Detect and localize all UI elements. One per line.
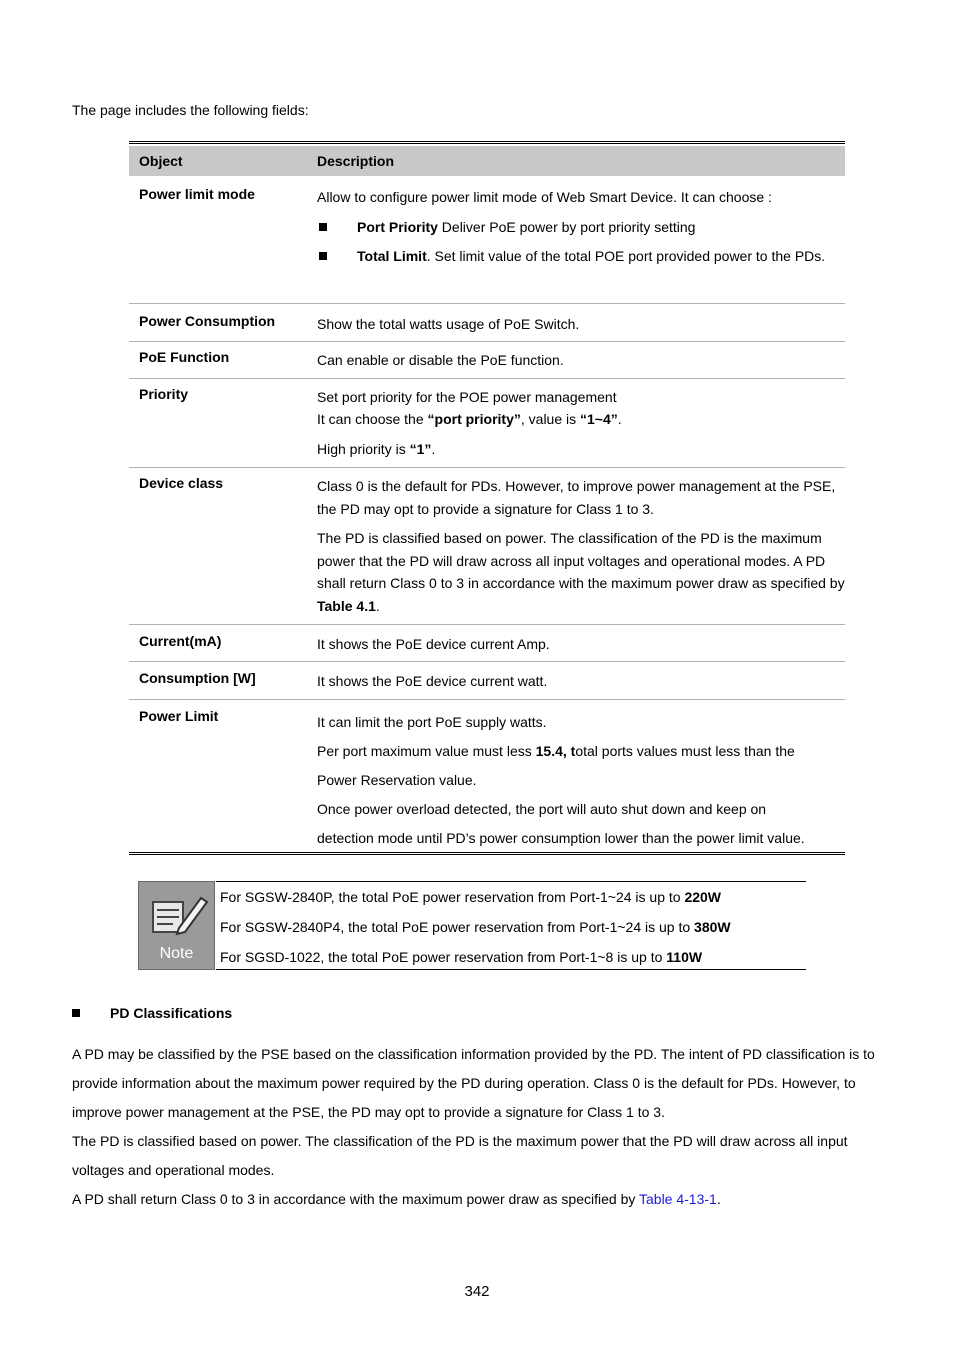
row-object: Device class [139,475,224,491]
section-heading [72,1005,232,1021]
list-item: Port Priority Deliver PoE power by port priority setting [317,216,845,239]
note-icon [138,881,215,970]
row-description: Can enable or disable the PoE function. [317,352,564,368]
table-row [129,468,845,625]
row-description: It can limit the port PoE supply watts. Per port maximum value must less 15.4, total ports values must less than the Power Reservation value. Once power overload detected, the port will auto shut down and keep on detection mode until PD’s power consumption lower than the power limit value. [317,714,805,846]
fields-table [129,141,845,855]
table-row [129,304,845,342]
bullet-square-icon [72,1009,80,1017]
note-caption: Note [159,945,194,962]
note-line: For SGSW-2840P, the total PoE power reservation from Port-1~24 is up to 220W [220,889,722,905]
table-link[interactable]: Table 4-13-1 [639,1191,717,1207]
paragraph: A PD may be classified by the PSE based on the classification information provided by the PD. The intent of PD classification is to provide information about the maximum power required by the PD during operation. Class 0 is the default for PDs. However, to improve power management at the PSE, the PD may opt to provide a signature for Class 1 to 3. [72,1046,875,1120]
table-row [129,342,845,379]
row-description: Allow to configure power limit mode of Web Smart Device. It can choose : [317,189,772,205]
row-object: Priority [139,386,189,402]
row-description: Class 0 is the default for PDs. However, to improve power management at the PSE, the PD may opt to provide a signature for Class 1 to 3. The PD is classified based on power. The classification of the PD is the maximum power that the PD will draw across all input voltages and operational modes. A PD shall return Class 0 to 3 in accordance with the maximum power draw as specified by Table 4.1. [317,478,845,614]
row-description: Show the total watts usage of PoE Switch. [317,316,580,332]
note-line: For SGSW-2840P4, the total PoE power reservation from Port-1~24 is up to 380W [220,919,731,935]
bullet-square-icon [319,223,327,231]
row-object: Consumption [W] [139,670,256,686]
page-number: 342 [464,1283,490,1300]
table-row [129,625,845,662]
list-item: Total Limit. Set limit value of the total POE port provided power to the PDs. [317,245,845,268]
row-object: Power Limit [139,708,219,724]
table-row [129,176,845,304]
row-object: PoE Function [139,349,230,365]
row-object: Power Consumption [139,313,276,329]
intro-text: The page includes the following fields: [72,102,309,118]
bullet-square-icon [319,252,327,260]
table-row [129,379,845,468]
row-description: It shows the PoE device current Amp. [317,636,550,652]
table-header [129,146,845,176]
paragraph: A PD shall return Class 0 to 3 in accordance with the maximum power draw as specified by Table 4-13-1. [72,1191,721,1207]
row-object: Current(mA) [139,633,222,649]
section-title: PD Classifications [110,1005,233,1021]
note-box [138,881,806,970]
pen-paper-icon [139,888,214,948]
table-top-rule [129,141,845,144]
note-lines [216,881,806,970]
header-object: Object [139,153,183,169]
section-body [72,1040,887,1214]
table-row [129,662,845,700]
row-description: Set port priority for the POE power management It can choose the “port priority”, value is “1~4”. High priority is “1”. [317,389,622,457]
row-object: Power limit mode [139,186,255,202]
note-line: For SGSD-1022, the total PoE power reservation from Port-1~8 is up to 110W [220,949,703,965]
table-row [129,700,845,852]
paragraph: The PD is classified based on power. The classification of the PD is the maximum power that the PD will draw across all input voltages and operational modes. [72,1133,848,1178]
header-description: Description [317,153,395,169]
row-description: It shows the PoE device current watt. [317,673,548,689]
